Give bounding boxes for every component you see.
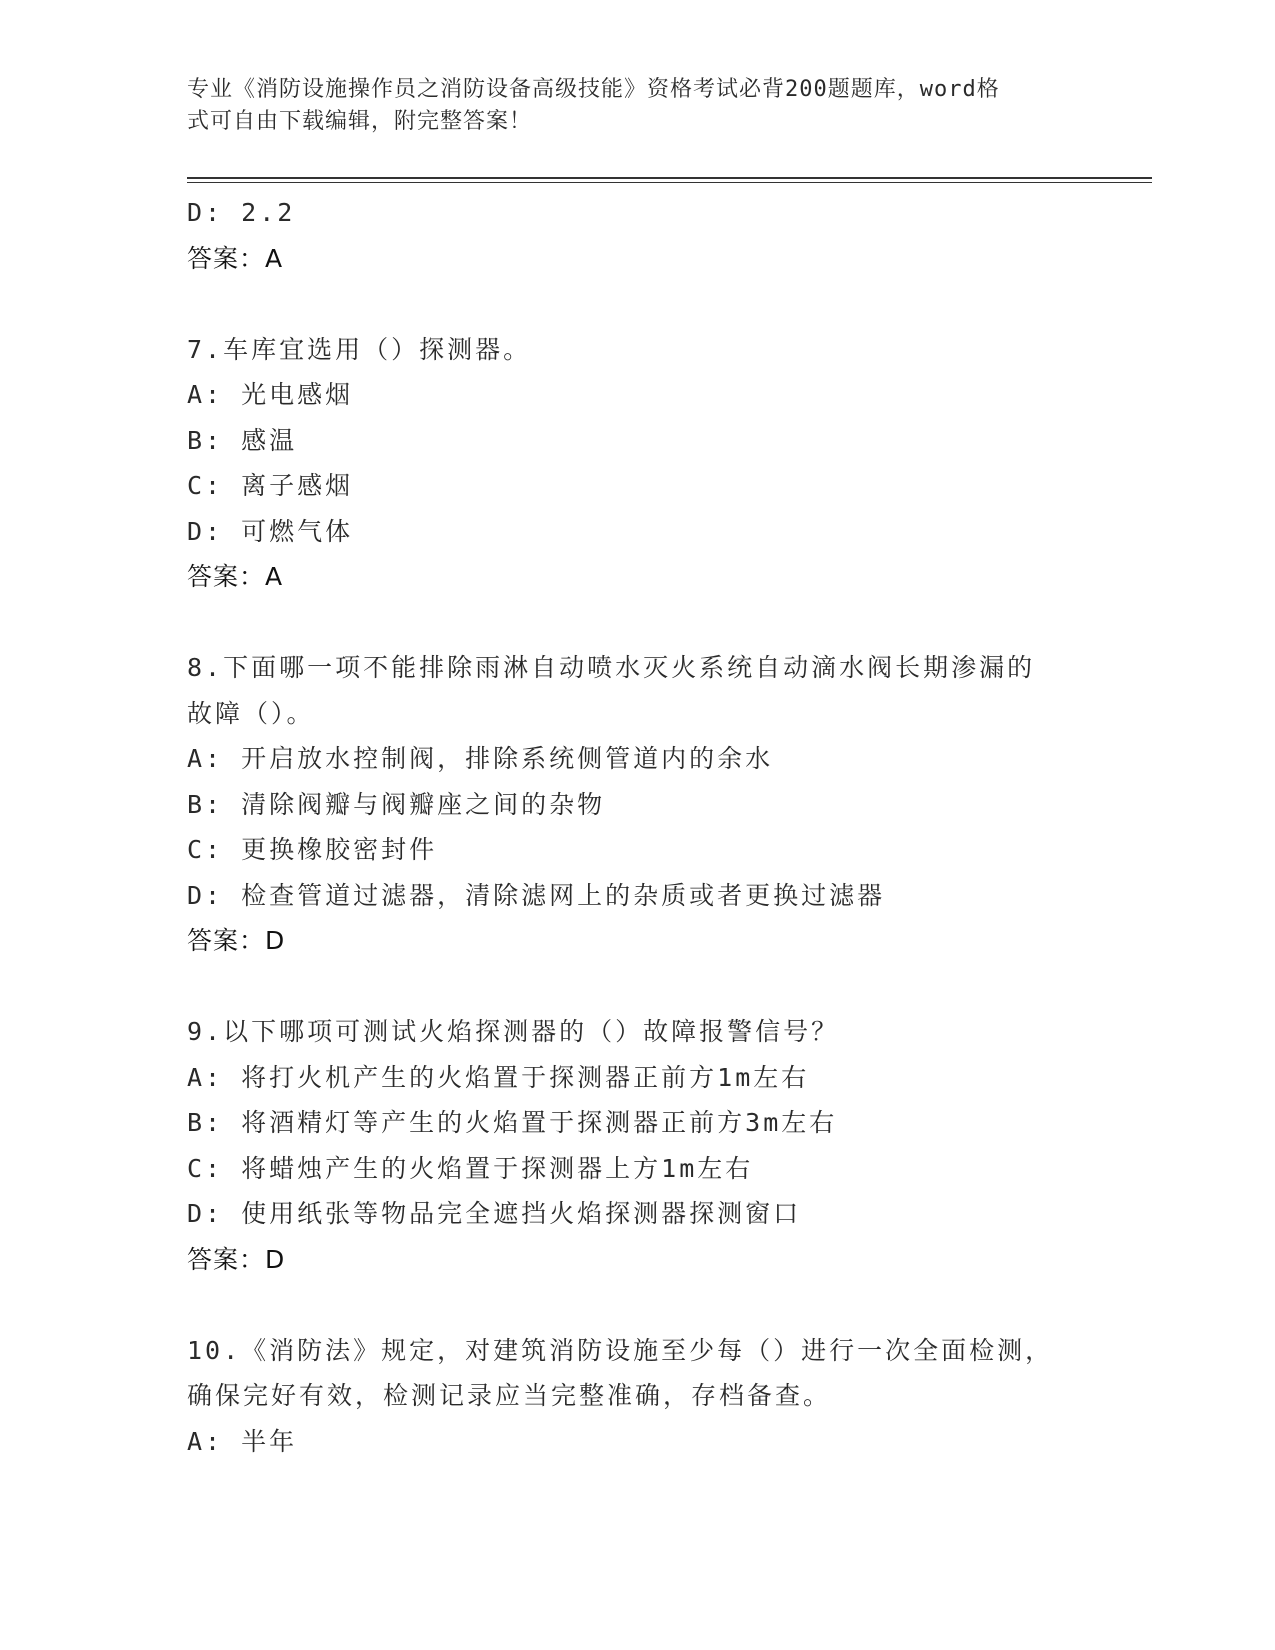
answer-label: 答案：A [187, 243, 284, 273]
option-c: C: 将蜡烛产生的火焰置于探测器上方1m左右 [187, 1153, 754, 1183]
question-list [187, 190, 1087, 1464]
question-stem-line-1: 10.《消防法》规定，对建筑消防设施至少每（）进行一次全面检测， [187, 1335, 1054, 1365]
option-d: D: 检查管道过滤器，清除滤网上的杂质或者更换过滤器 [187, 880, 886, 910]
option-c: C: 离子感烟 [187, 471, 354, 500]
question-stem-line-1: 8.下面哪一项不能排除雨淋自动喷水灭火系统自动滴水阀长期渗漏的 [187, 653, 1036, 682]
header-divider [187, 177, 1152, 179]
spacer [187, 281, 1087, 327]
answer-label: 答案：D [187, 926, 286, 955]
answer-label: 答案：D [187, 1244, 286, 1274]
spacer [187, 1282, 1087, 1328]
option-a: A: 半年 [187, 1426, 298, 1456]
question-stem-line-2: 确保完好有效，检测记录应当完整准确，存档备查。 [187, 1381, 832, 1410]
option-d: D: 可燃气体 [187, 516, 354, 546]
question-10 [187, 1328, 1087, 1465]
option-d: D: 2.2 [187, 198, 296, 227]
option-c: C: 更换橡胶密封件 [187, 835, 438, 864]
header-line-1: 专业《消防设施操作员之消防设备高级技能》资格考试必背200题题库，word格 [187, 77, 1000, 102]
option-b: B: 感温 [187, 425, 298, 455]
question-stem-line-2: 故障（）。 [187, 698, 315, 728]
page-header [187, 74, 1067, 138]
question-8 [187, 645, 1087, 964]
question-stem: 7.车库宜选用（）探测器。 [187, 334, 532, 364]
spacer [187, 600, 1087, 646]
option-b: B: 清除阀瓣与阀瓣座之间的杂物 [187, 789, 606, 819]
spacer [187, 964, 1087, 1010]
option-a: A: 开启放水控制阀，排除系统侧管道内的余水 [187, 744, 774, 773]
option-d: D: 使用纸张等物品完全遮挡火焰探测器探测窗口 [187, 1199, 802, 1228]
question-stem: 9.以下哪项可测试火焰探测器的（）故障报警信号？ [187, 1017, 840, 1046]
header-line-2: 式可自由下载编辑，附完整答案！ [187, 109, 533, 134]
question-9 [187, 1009, 1087, 1282]
option-a: A: 光电感烟 [187, 380, 354, 409]
answer-label: 答案：A [187, 562, 284, 591]
header-divider-thin [187, 182, 1152, 183]
option-a: A: 将打火机产生的火焰置于探测器正前方1m左右 [187, 1062, 810, 1092]
option-b: B: 将酒精灯等产生的火焰置于探测器正前方3m左右 [187, 1108, 838, 1137]
question-6-tail [187, 190, 1087, 281]
question-7 [187, 327, 1087, 600]
